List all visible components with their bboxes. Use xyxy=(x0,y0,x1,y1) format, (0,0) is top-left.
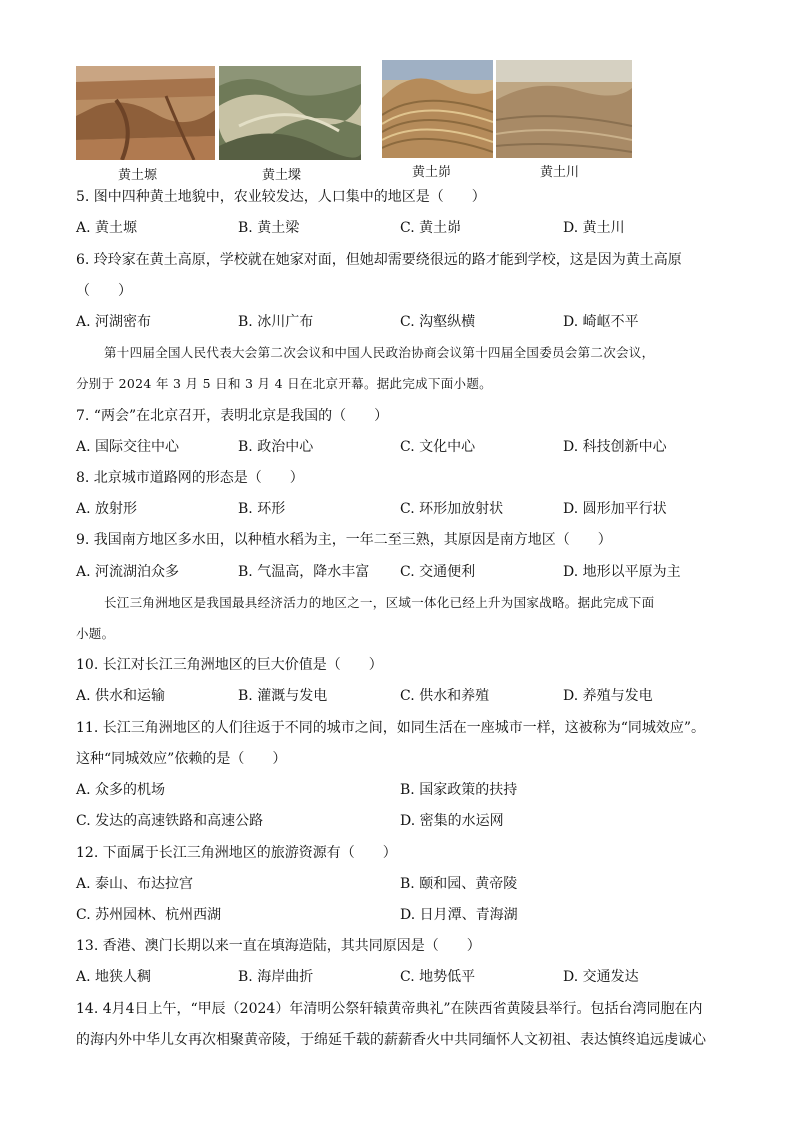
q7-option-b[interactable]: B. 政治中心 xyxy=(238,439,314,455)
passage-2-line-2: 小题。 xyxy=(76,626,115,641)
question-14-stem-cont: 的海内外中华儿女再次相聚黄帝陵，于绵延千载的薪薪香火中共同缅怀人文初祖、表达慎终追远虔诚心 xyxy=(76,1032,706,1048)
photo-loess-ridge xyxy=(219,66,361,160)
q9-option-d[interactable]: D. 地形以平原为主 xyxy=(563,564,681,580)
question-6-stem: 6. 玲玲家在黄土高原，学校就在她家对面，但她却需要绕很远的路才能到学校，这是因为黄土高原 xyxy=(76,252,682,268)
question-5-stem: 5. 图中四种黄土地貌中，农业较发达，人口集中的地区是（ ） xyxy=(76,189,486,205)
q11-option-c[interactable]: C. 发达的高速铁路和高速公路 xyxy=(76,813,264,829)
passage-1-line-1: 第十四届全国人民代表大会第二次会议和中国人民政治协商会议第十四届全国委员会第二次会议， xyxy=(104,345,655,360)
passage-1-line-2: 分别于 2024 年 3 月 5 日和 3 月 4 日在北京开幕。据此完成下面小题。 xyxy=(76,376,492,391)
q11-option-d[interactable]: D. 密集的水运网 xyxy=(400,813,504,829)
q6-option-b[interactable]: B. 冰川广布 xyxy=(238,314,314,330)
photo-loess-valley xyxy=(496,60,632,158)
q9-option-b[interactable]: B. 气温高，降水丰富 xyxy=(238,564,370,580)
question-11-stem: 11. 长江三角洲地区的人们往返于不同的城市之间，如同生活在一座城市一样，这被称为“同城效应”。 xyxy=(76,720,706,736)
q8-option-c[interactable]: C. 环形加放射状 xyxy=(400,501,504,517)
q11-option-a[interactable]: A. 众多的机场 xyxy=(76,782,166,798)
q13-option-a[interactable]: A. 地狭人稠 xyxy=(76,969,152,985)
q5-option-a[interactable]: A. 黄土塬 xyxy=(76,220,138,236)
q11-option-b[interactable]: B. 国家政策的扶持 xyxy=(400,782,518,798)
q12-option-a[interactable]: A. 泰山、布达拉宫 xyxy=(76,876,194,892)
figure-caption-4: 黄土川 xyxy=(540,165,580,180)
q7-option-c[interactable]: C. 文化中心 xyxy=(400,439,476,455)
q8-option-b[interactable]: B. 环形 xyxy=(238,501,286,517)
q5-option-c[interactable]: C. 黄土峁 xyxy=(400,220,462,236)
q7-option-d[interactable]: D. 科技创新中心 xyxy=(563,439,667,455)
q10-option-c[interactable]: C. 供水和养殖 xyxy=(400,688,490,704)
q12-option-d[interactable]: D. 日月潭、青海湖 xyxy=(400,907,518,923)
q10-option-a[interactable]: A. 供水和运输 xyxy=(76,688,166,704)
q5-option-d[interactable]: D. 黄土川 xyxy=(563,220,625,236)
q13-option-c[interactable]: C. 地势低平 xyxy=(400,969,476,985)
question-14-stem: 14. 4月4日上午，“甲辰（2024）年清明公祭轩辕黄帝典礼”在陕西省黄陵县举行。包括台湾同胞在内 xyxy=(76,1001,703,1017)
q10-option-d[interactable]: D. 养殖与发电 xyxy=(563,688,653,704)
question-10-stem: 10. 长江对长江三角洲地区的巨大价值是（ ） xyxy=(76,657,383,673)
question-9-stem: 9. 我国南方地区多水田，以种植水稻为主，一年二至三熟，其原因是南方地区（ ） xyxy=(76,532,612,548)
passage-2-line-1: 长江三角洲地区是我国最具经济活力的地区之一，区域一体化已经上升为国家战略。据此完成下面 xyxy=(104,595,655,610)
q8-option-d[interactable]: D. 圆形加平行状 xyxy=(563,501,667,517)
q12-option-c[interactable]: C. 苏州园林、杭州西湖 xyxy=(76,907,222,923)
q13-option-b[interactable]: B. 海岸曲折 xyxy=(238,969,314,985)
question-12-stem: 12. 下面属于长江三角洲地区的旅游资源有（ ） xyxy=(76,845,397,861)
q6-option-a[interactable]: A. 河湖密布 xyxy=(76,314,152,330)
photo-loess-hill xyxy=(382,60,493,158)
photo-loess-tableland xyxy=(76,66,215,160)
q12-option-b[interactable]: B. 颐和园、黄帝陵 xyxy=(400,876,518,892)
figure-caption-1: 黄土塬 xyxy=(118,168,158,183)
question-13-stem: 13. 香港、澳门长期以来一直在填海造陆，其共同原因是（ ） xyxy=(76,938,481,954)
q7-option-a[interactable]: A. 国际交往中心 xyxy=(76,439,180,455)
question-7-stem: 7. “两会”在北京召开，表明北京是我国的（ ） xyxy=(76,408,389,424)
q9-option-c[interactable]: C. 交通便利 xyxy=(400,564,476,580)
q6-option-d[interactable]: D. 崎岖不平 xyxy=(563,314,639,330)
q10-option-b[interactable]: B. 灌溉与发电 xyxy=(238,688,328,704)
figure-caption-2: 黄土墚 xyxy=(262,168,302,183)
question-6-stem-cont: （ ） xyxy=(76,283,132,299)
q8-option-a[interactable]: A. 放射形 xyxy=(76,501,138,517)
question-8-stem: 8. 北京城市道路网的形态是（ ） xyxy=(76,470,304,486)
q13-option-d[interactable]: D. 交通发达 xyxy=(563,969,639,985)
q6-option-c[interactable]: C. 沟壑纵横 xyxy=(400,314,476,330)
q5-option-b[interactable]: B. 黄土梁 xyxy=(238,220,300,236)
q9-option-a[interactable]: A. 河流湖泊众多 xyxy=(76,564,180,580)
landform-figures xyxy=(0,58,794,183)
figure-caption-3: 黄土峁 xyxy=(412,165,452,180)
question-11-stem-cont: 这种“同城效应”依赖的是（ ） xyxy=(76,751,287,767)
